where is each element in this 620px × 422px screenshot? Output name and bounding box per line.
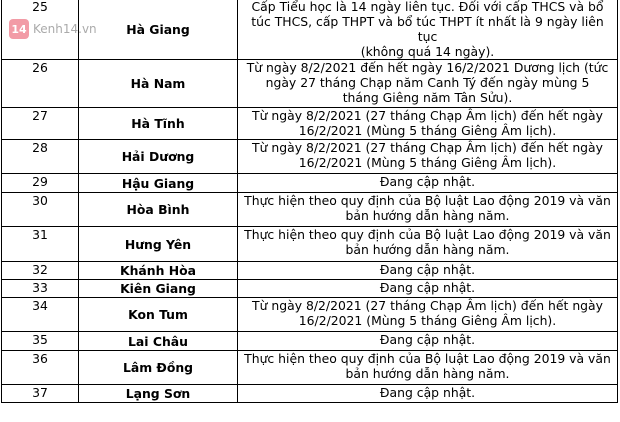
table-body [2,0,618,403]
table-row [2,174,618,193]
holiday-description [238,0,618,60]
description-line: 16/2/2021 (Mùng 5 tháng Giêng Âm lịch). [298,123,557,138]
holiday-description [238,193,618,227]
holiday-description [238,60,618,108]
province-name: Lai Châu [79,332,238,351]
province-name: Hòa Bình [79,193,238,227]
description-line: 16/2/2021 (Mùng 5 tháng Giêng Âm lịch). [298,313,557,328]
table-row [2,262,618,280]
description-line: bản hướng dẫn hàng năm. [345,208,510,223]
row-number: 27 [2,108,79,140]
table-row [2,332,618,351]
province-name: Lâm Đồng [79,351,238,385]
description-line: Đang cập nhật. [379,332,476,347]
province-name: Khánh Hòa [79,262,238,280]
description-line: Đang cập nhật. [379,262,476,277]
province-name: Hậu Giang [79,174,238,193]
description-line: Thực hiện theo quy định của Bộ luật Lao động 2019 và văn [244,227,611,242]
holiday-description [238,351,618,385]
description-line: Thực hiện theo quy định của Bộ luật Lao động 2019 và văn [244,193,611,208]
table-row [2,298,618,332]
description-line: Từ ngày 8/2/2021 (27 tháng Chạp Âm lịch) đến hết ngày [252,108,603,123]
row-number: 29 [2,174,79,193]
table-row [2,227,618,262]
holiday-description [238,174,618,193]
row-number: 25 [2,0,79,60]
description-line: Đang cập nhật. [379,280,476,295]
holiday-description [238,108,618,140]
description-line: Từ ngày 8/2/2021 (27 tháng Chạp Âm lịch) đến hết ngày [252,298,603,313]
row-number: 31 [2,227,79,262]
description-line: Đang cập nhật. [379,174,476,189]
table-row [2,385,618,403]
holiday-description [238,280,618,298]
row-number: 30 [2,193,79,227]
description-line: Cấp Tiểu học là 14 ngày liên tục. Đối với cấp THCS và bổ [251,0,604,14]
row-number: 32 [2,262,79,280]
province-name: Hưng Yên [79,227,238,262]
province-name: Lạng Sơn [79,385,238,403]
description-line: bản hướng dẫn hàng năm. [345,366,510,381]
table-row [2,140,618,174]
description-line: bản hướng dẫn hàng năm. [345,242,510,257]
holiday-schedule-table [1,0,618,403]
holiday-description [238,298,618,332]
row-number: 36 [2,351,79,385]
description-line: Từ ngày 8/2/2021 đến hết ngày 16/2/2021 Dương lịch (tức [246,60,609,75]
description-line: 16/2/2021 (Mùng 5 tháng Giêng Âm lịch). [298,155,557,170]
description-line: (không quá 14 ngày). [360,44,495,59]
province-name: Kiên Giang [79,280,238,298]
province-name: Kon Tum [79,298,238,332]
watermark [9,19,97,39]
table-row [2,193,618,227]
row-number: 26 [2,60,79,108]
province-name: Hà Tĩnh [79,108,238,140]
row-number: 33 [2,280,79,298]
row-number: 37 [2,385,79,403]
description-line: Thực hiện theo quy định của Bộ luật Lao động 2019 và văn [244,351,611,366]
holiday-description [238,332,618,351]
holiday-description [238,262,618,280]
province-name: Hà Giang [79,0,238,60]
description-line: tháng Giêng năm Tân Sửu). [342,90,513,105]
row-number: 28 [2,140,79,174]
holiday-description [238,140,618,174]
province-name: Hải Dương [79,140,238,174]
holiday-description [238,227,618,262]
watermark-text: Kenh14.vn [33,22,97,36]
description-line: Đang cập nhật. [379,385,476,400]
holiday-description [238,385,618,403]
description-line: túc THCS, cấp THPT và bổ túc THPT ít nhất là 9 ngày liên tục [251,14,604,44]
row-number: 34 [2,298,79,332]
kenh14-logo-icon: 14 [9,19,29,39]
description-line: Từ ngày 8/2/2021 (27 tháng Chạp Âm lịch) đến hết ngày [252,140,603,155]
row-number: 35 [2,332,79,351]
table-row [2,60,618,108]
table-row [2,280,618,298]
table-row [2,108,618,140]
province-name: Hà Nam [79,60,238,108]
description-line: ngày 27 tháng Chạp năm Canh Tý đến ngày mùng 5 [265,75,590,90]
table-row [2,351,618,385]
